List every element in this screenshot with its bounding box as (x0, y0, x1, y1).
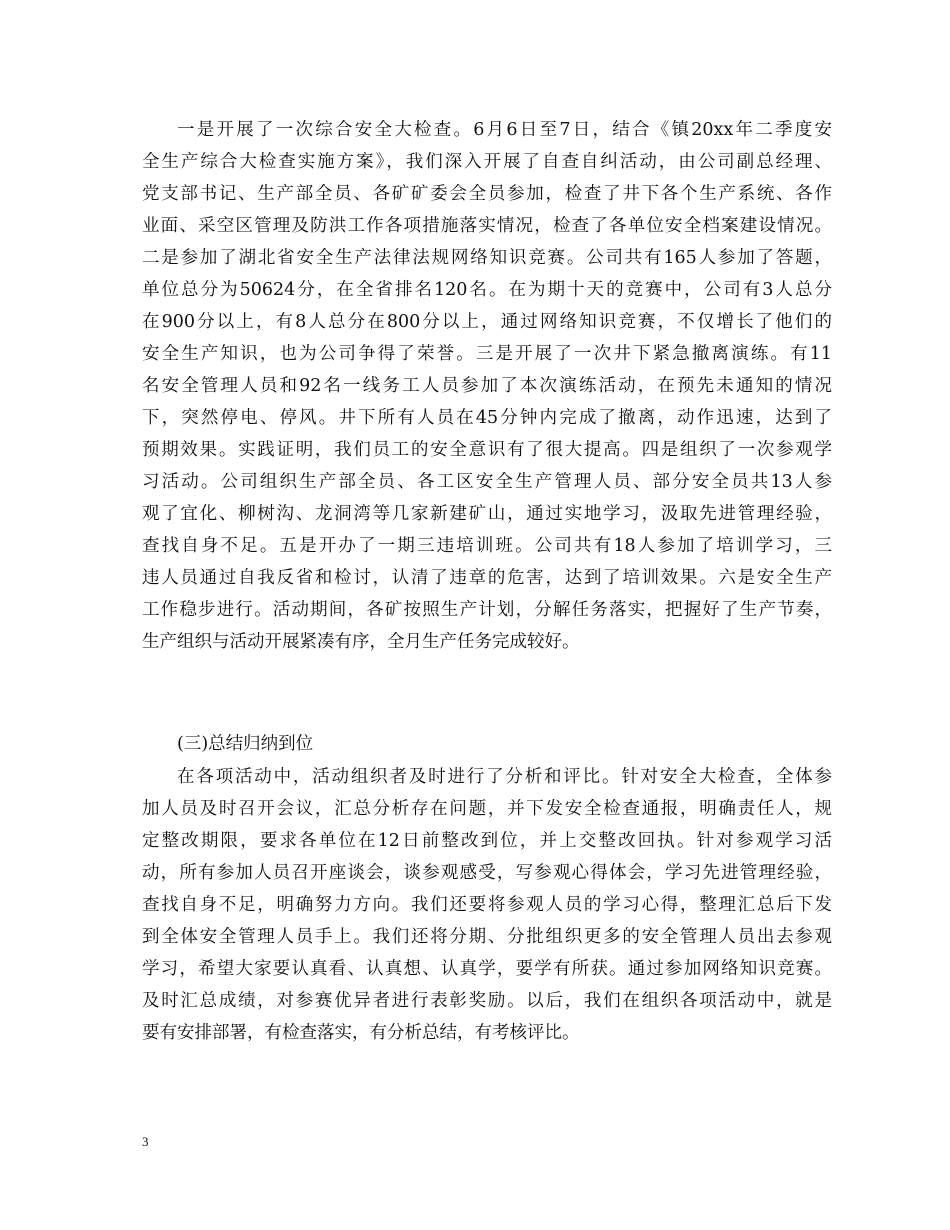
text-line: 在900分以上，有8人总分在800分以上，通过网络知识竞赛，不仅增长了他们的 (142, 312, 832, 332)
text-line: 全生产综合大检查实施方案》，我们深入开展了自查自纠活动，由公司副总经理、 (142, 152, 832, 172)
text-line: 生产组织与活动开展紧凑有序，全月生产任务完成较好。 (142, 632, 580, 652)
text-line: 工作稳步进行。活动期间，各矿按照生产计划，分解任务落实，把握好了生产节奏， (142, 600, 832, 620)
text-line: 党支部书记、生产部全员、各矿矿委会全员参加，检查了井下各个生产系统、各作 (142, 184, 832, 204)
section-heading: (三)总结归纳到位 (177, 734, 314, 754)
paragraph-activities (142, 114, 832, 658)
paragraph-summary (142, 761, 832, 1049)
text-line: 定整改期限，要求各单位在12日前整改到位，并上交整改回执。针对参观学习活 (142, 831, 832, 851)
text-line: 在各项活动中，活动组织者及时进行了分析和评比。针对安全大检查，全体参 (177, 767, 832, 787)
text-line: 名安全管理人员和92名一线务工人员参加了本次演练活动，在预先未通知的情况 (142, 376, 832, 396)
text-line: 加人员及时召开会议，汇总分析存在问题，并下发安全检查通报，明确责任人，规 (142, 799, 832, 819)
text-line: 动，所有参加人员召开座谈会，谈参观感受，写参观心得体会，学习先进管理经验， (142, 863, 832, 883)
text-line: 习活动。公司组织生产部全员、各工区安全生产管理人员、部分安全员共13人参 (142, 472, 832, 492)
text-line: 违人员通过自我反省和检讨，认清了违章的危害，达到了培训效果。六是安全生产 (142, 568, 832, 588)
text-line: 学习，希望大家要认真看、认真想、认真学，要学有所获。通过参加网络知识竞赛。 (142, 959, 832, 979)
text-line: 及时汇总成绩，对参赛优异者进行表彰奖励。以后，我们在组织各项活动中，就是 (142, 991, 832, 1011)
text-line: 业面、采空区管理及防洪工作各项措施落实情况，检查了各单位安全档案建设情况。 (142, 216, 832, 236)
text-line: 观了宜化、柳树沟、龙洞湾等几家新建矿山，通过实地学习，汲取先进管理经验， (142, 504, 832, 524)
text-line: 到全体安全管理人员手上。我们还将分期、分批组织更多的安全管理人员出去参观 (142, 927, 832, 947)
text-line: 安全生产知识，也为公司争得了荣誉。三是开展了一次井下紧急撤离演练。有11 (142, 344, 832, 364)
text-line: 要有安排部署，有检查落实，有分析总结，有考核评比。 (142, 1023, 580, 1043)
page-number: 3 (142, 1134, 149, 1149)
text-line: 单位总分为50624分，在全省排名120名。在为期十天的竞赛中，公司有3人总分 (142, 280, 832, 300)
text-line: 查找自身不足。五是开办了一期三违培训班。公司共有18人参加了培训学习，三 (142, 536, 832, 556)
text-line: 查找自身不足，明确努力方向。我们还要将参观人员的学习心得，整理汇总后下发 (142, 895, 832, 915)
text-line: 预期效果。实践证明，我们员工的安全意识有了很大提高。四是组织了一次参观学 (142, 440, 832, 460)
text-line: 下，突然停电、停风。井下所有人员在45分钟内完成了撤离，动作迅速，达到了 (142, 408, 832, 428)
text-line: 二是参加了湖北省安全生产法律法规网络知识竞赛。公司共有165人参加了答题， (142, 248, 832, 268)
text-line: 一是开展了一次综合安全大检查。6月6日至7日，结合《镇20xx年二季度安 (177, 120, 832, 140)
